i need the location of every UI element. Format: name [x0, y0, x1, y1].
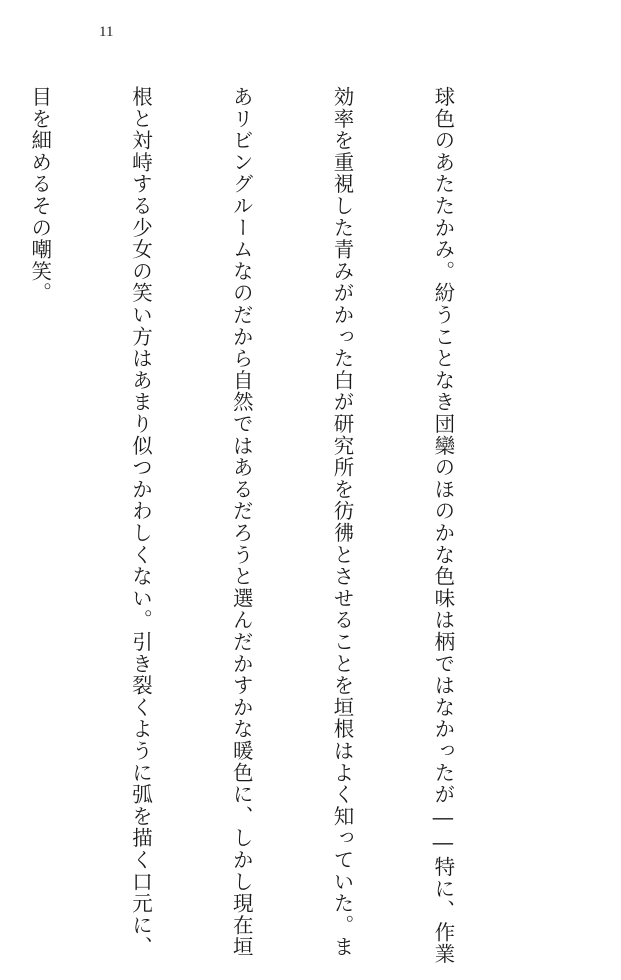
text-line: 効率を重視した青みがかった白が研究所を彷彿とさせることを垣根はよく知っていた。ま — [330, 86, 355, 958]
vertical-text-body — [0, 86, 526, 965]
text-line: あリビングルームなのだから自然ではあるだろうと選んだかすかな暖色に、しかし現在垣 — [229, 86, 254, 958]
text-line: 球色のあたたかみ。紛うことなき団欒のほのかな色味は柄ではなかったが――特に、作業 — [430, 86, 455, 965]
page-number: 11 — [99, 24, 114, 40]
text-line: 根と対峙する少女の笑い方はあまり似つかわしくない。引き裂くように弧を描く口元に、 — [128, 86, 153, 958]
text-line: 目を細めるその嘲笑。 — [27, 86, 52, 304]
